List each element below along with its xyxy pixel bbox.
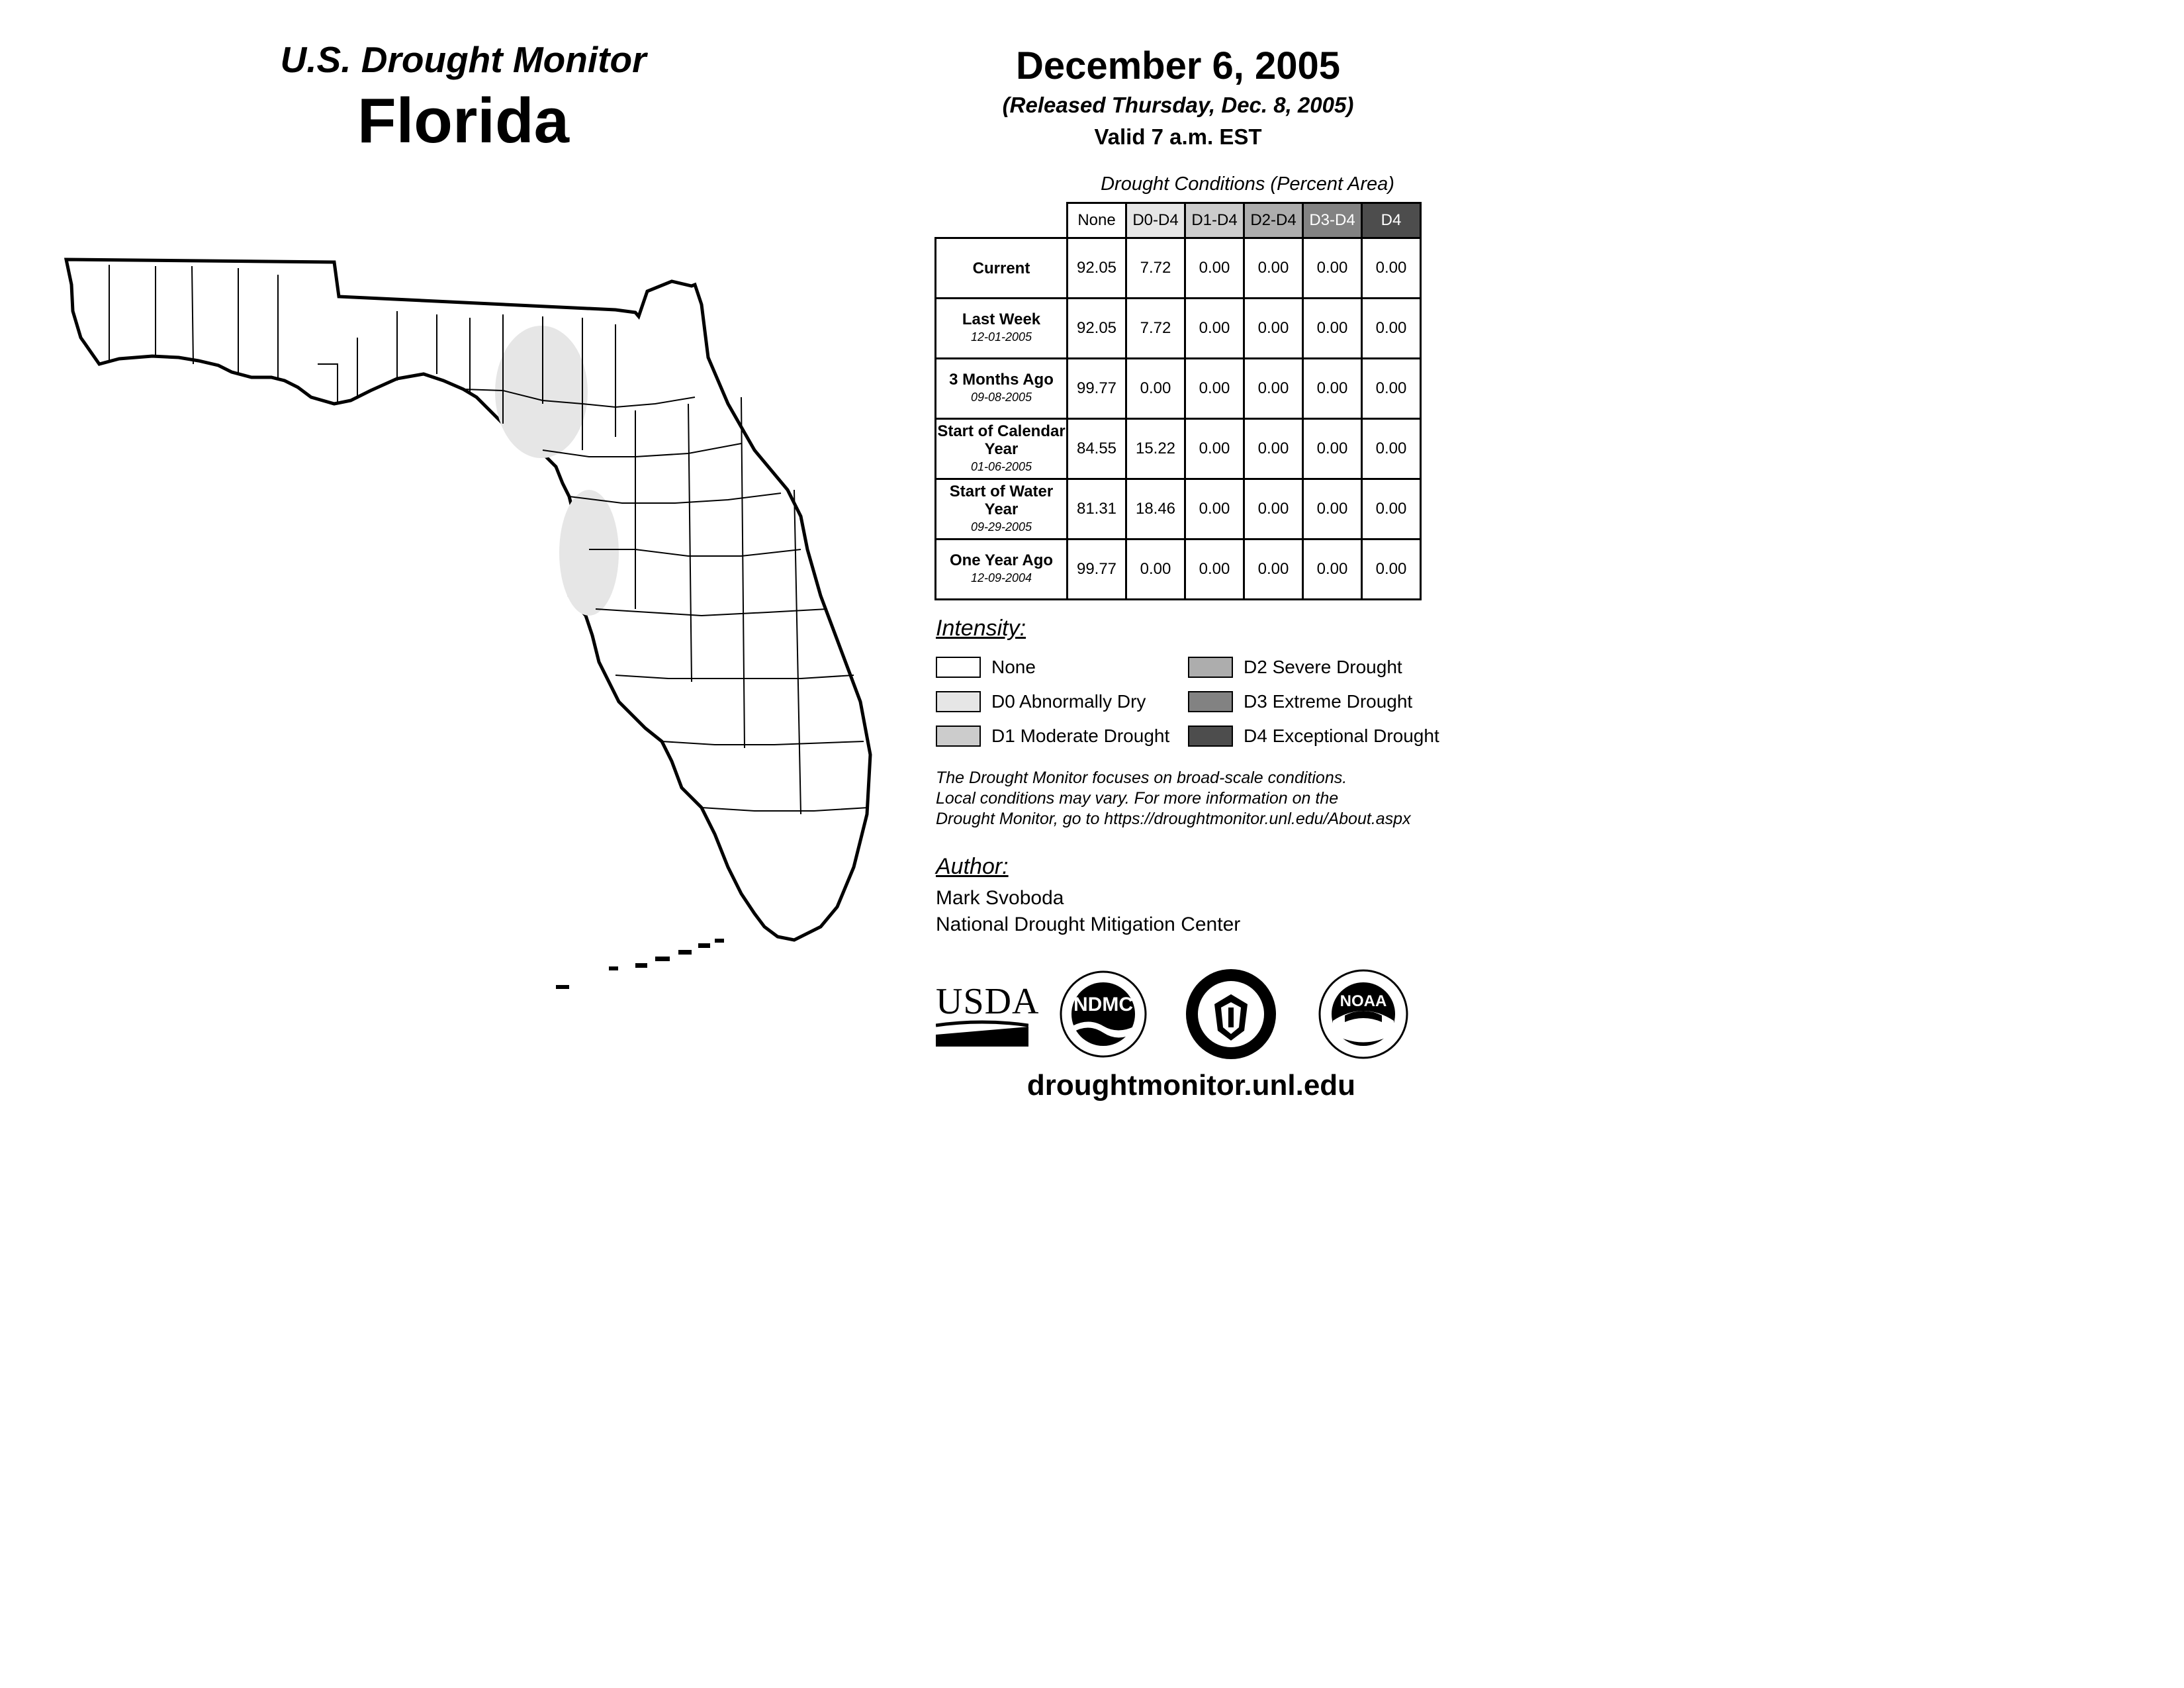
row-label: Start of Calendar Year 01-06-2005: [936, 419, 1068, 479]
table-corner: [936, 203, 1068, 238]
author-title: Author:: [936, 854, 1009, 879]
d0-area-tampa: [559, 490, 619, 616]
cell: 0.00: [1185, 419, 1244, 479]
ndmc-logo-graphic: [1059, 970, 1148, 1059]
table-row: [936, 539, 1421, 600]
cell: 99.77: [1068, 539, 1126, 600]
cell: 0.00: [1244, 238, 1303, 299]
author-name: Mark Svoboda: [936, 887, 1064, 909]
cell: 0.00: [1185, 539, 1244, 600]
cell: 0.00: [1303, 299, 1362, 359]
cell: 0.00: [1244, 539, 1303, 600]
table-row: [936, 299, 1421, 359]
legend-label: None: [991, 657, 1036, 677]
usda-logo: [936, 981, 1040, 1046]
note-line: Drought Monitor, go to https://droughtmonitor.unl.edu/About.aspx: [936, 810, 1411, 828]
cell: 7.72: [1126, 299, 1185, 359]
noaa-logo-graphic: [1317, 968, 1410, 1060]
florida-map: [40, 238, 880, 1033]
legend-label: D4 Exceptional Drought: [1244, 726, 1439, 746]
map-date: December 6, 2005: [1015, 44, 1341, 87]
commerce-seal-graphic: [1185, 968, 1277, 1060]
col-d1-d4: D1-D4: [1185, 203, 1244, 238]
author-org: National Drought Mitigation Center: [936, 914, 1241, 935]
legend-item-d1: [936, 724, 1169, 748]
legend-item-none: [936, 655, 1036, 679]
cell: 0.00: [1244, 299, 1303, 359]
cell: 0.00: [1303, 359, 1362, 419]
legend-item-d2: [1188, 655, 1402, 679]
note-line: The Drought Monitor focuses on broad-scale conditions.: [936, 769, 1347, 787]
legend-swatch: [1188, 726, 1233, 747]
cell: 0.00: [1362, 539, 1421, 600]
cell: 0.00: [1362, 299, 1421, 359]
row-label: 3 Months Ago 09-08-2005: [936, 359, 1068, 419]
row-label: Current: [936, 238, 1068, 299]
table-caption: Drought Conditions (Percent Area): [1101, 173, 1394, 195]
row-label: Start of Water Year 09-29-2005: [936, 479, 1068, 539]
cell: 99.77: [1068, 359, 1126, 419]
florida-map-svg: [40, 238, 880, 1033]
state-outline: [66, 259, 870, 940]
col-d4: D4: [1362, 203, 1421, 238]
col-none: None: [1068, 203, 1126, 238]
legend-swatch: [936, 726, 981, 747]
row-label: One Year Ago 12-09-2004: [936, 539, 1068, 600]
cell: 18.46: [1126, 479, 1185, 539]
disclaimer-note: [936, 768, 1411, 829]
intensity-title: Intensity:: [936, 616, 1026, 641]
cell: 0.00: [1303, 419, 1362, 479]
cell: 0.00: [1126, 359, 1185, 419]
table-header-row: [936, 203, 1421, 238]
valid-time: Valid 7 a.m. EST: [1094, 124, 1262, 149]
cell: 0.00: [1362, 419, 1421, 479]
col-d3-d4: D3-D4: [1303, 203, 1362, 238]
legend-label: D0 Abnormally Dry: [991, 691, 1146, 712]
release-date: (Released Thursday, Dec. 8, 2005): [1002, 93, 1354, 117]
cell: 0.00: [1244, 479, 1303, 539]
cell: 0.00: [1244, 419, 1303, 479]
florida-keys: [556, 939, 724, 989]
legend-label: D1 Moderate Drought: [991, 726, 1170, 746]
legend-swatch: [1188, 691, 1233, 712]
state-title: Florida: [357, 85, 569, 156]
cell: 0.00: [1362, 359, 1421, 419]
cell: 0.00: [1185, 299, 1244, 359]
legend-swatch: [936, 657, 981, 678]
table-row: [936, 359, 1421, 419]
usda-logo-text: USDA: [936, 981, 1040, 1022]
cell: 0.00: [1303, 479, 1362, 539]
cell: 7.72: [1126, 238, 1185, 299]
website-url[interactable]: droughtmonitor.unl.edu: [1026, 1069, 1356, 1102]
cell: 0.00: [1362, 238, 1421, 299]
legend-label: D3 Extreme Drought: [1244, 691, 1413, 712]
col-d0-d4: D0-D4: [1126, 203, 1185, 238]
cell: 0.00: [1303, 539, 1362, 600]
product-title: U.S. Drought Monitor: [280, 39, 647, 80]
cell: 15.22: [1126, 419, 1185, 479]
cell: 92.05: [1068, 238, 1126, 299]
note-line: Local conditions may vary. For more information on the: [936, 789, 1339, 808]
legend-item-d3: [1188, 690, 1412, 714]
table-row: [936, 479, 1421, 539]
cell: 0.00: [1244, 359, 1303, 419]
cell: 92.05: [1068, 299, 1126, 359]
cell: 0.00: [1185, 479, 1244, 539]
table-row: [936, 419, 1421, 479]
cell: 0.00: [1185, 238, 1244, 299]
ndmc-logo-text: NDMC: [1073, 994, 1133, 1015]
legend-swatch: [936, 691, 981, 712]
cell: 0.00: [1185, 359, 1244, 419]
cell: 0.00: [1362, 479, 1421, 539]
legend-swatch: [1188, 657, 1233, 678]
cell: 81.31: [1068, 479, 1126, 539]
noaa-logo-text: NOAA: [1340, 992, 1387, 1010]
legend-item-d4: [1188, 724, 1439, 748]
drought-conditions-table: [934, 202, 1422, 600]
ndmc-logo: [1059, 970, 1148, 1059]
cell: 84.55: [1068, 419, 1126, 479]
cell: 0.00: [1126, 539, 1185, 600]
noaa-logo: [1317, 968, 1410, 1060]
usda-logo-graphic: [936, 1020, 1028, 1047]
dept-of-commerce-seal-logo: [1185, 968, 1277, 1060]
legend-item-d0: [936, 690, 1146, 714]
table-row: [936, 238, 1421, 299]
col-d2-d4: D2-D4: [1244, 203, 1303, 238]
legend-label: D2 Severe Drought: [1244, 657, 1402, 677]
row-label: Last Week 12-01-2005: [936, 299, 1068, 359]
cell: 0.00: [1303, 238, 1362, 299]
